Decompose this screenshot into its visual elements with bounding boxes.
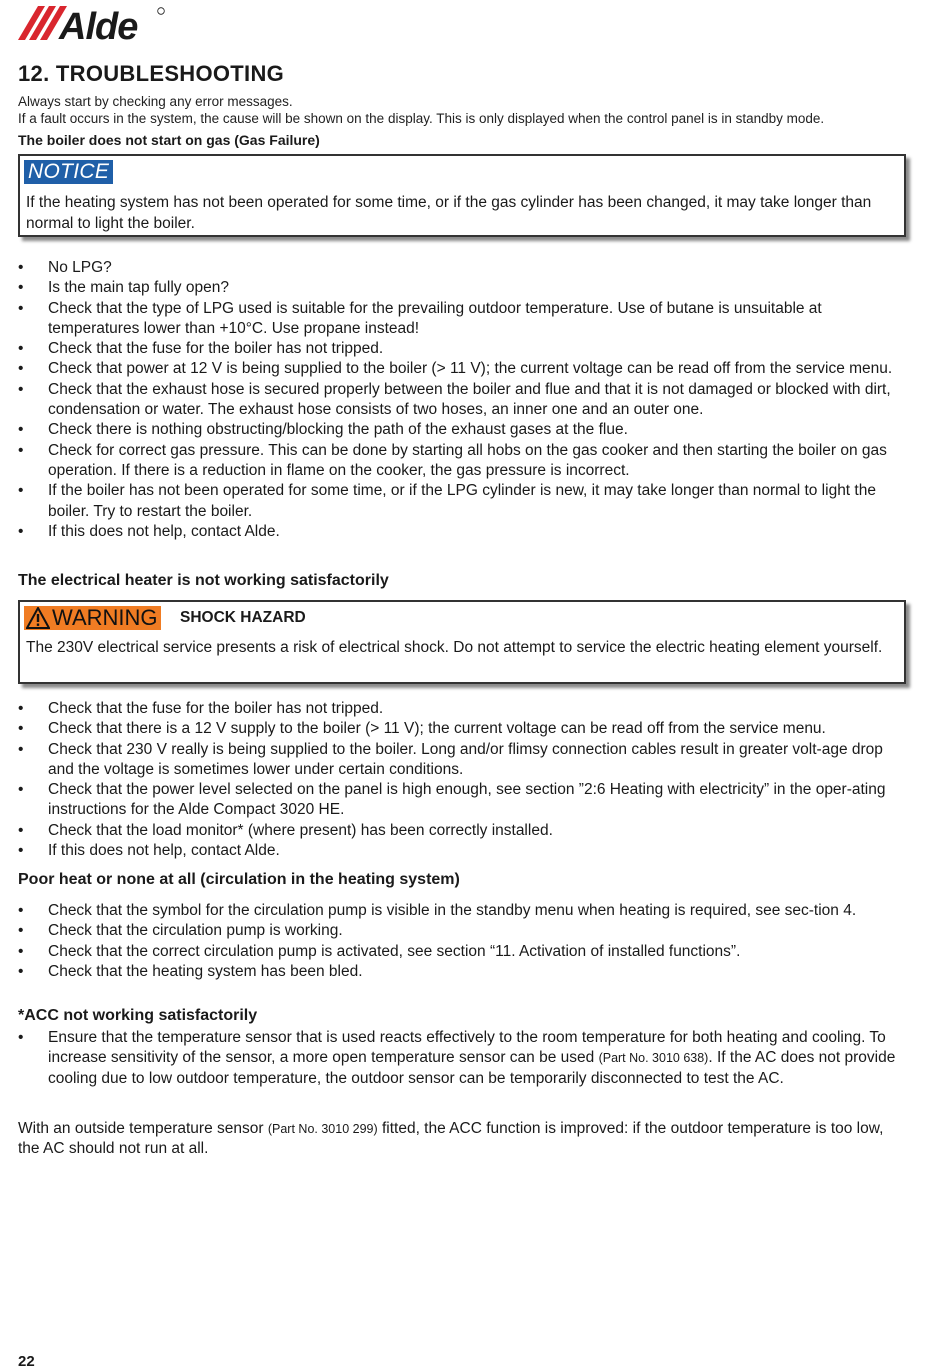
list-item: • Check that the type of LPG used is suitable for the prevailing outdoor temperature. Use of butane is unsuitable at temperatures lower than +10°C. Use propane instead! [18, 299, 906, 340]
list-item: • Check that the circulation pump is working. [18, 921, 906, 941]
list-item: • Check that the fuse for the boiler has not tripped. [18, 339, 906, 359]
acc-paragraph [18, 1119, 906, 1160]
circulation-checklist [18, 901, 906, 982]
acc-para-text-2: fitted, the ACC function is improved: if the outdoor temperature is too low, the AC should not run at all. [18, 1120, 884, 1158]
acc-item-text-2: . If the AC does not provide cooling due to low outdoor temperature, the outdoor sensor can be temporarily disconnected to test the AC. [48, 1049, 896, 1087]
notice-label: NOTICE [24, 160, 113, 184]
warning-box [18, 600, 906, 684]
warning-text: The 230V electrical service presents a risk of electrical shock. Do not attempt to service the electric heating element yourself. [26, 639, 883, 656]
list-item: • Check that the load monitor* (where present) has been correctly installed. [18, 821, 906, 841]
list-item: • Check that power at 12 V is being supplied to the boiler (> 11 V); the current voltage can be read off from the service menu. [18, 359, 906, 379]
list-item: • Check for correct gas pressure. This can be done by starting all hobs on the gas cooker and then starting the boiler on gas operation. If there is a reduction in flame on the cooker, the gas pressure is incorrect. [18, 441, 906, 482]
warning-triangle-icon [26, 607, 50, 629]
list-item: • If this does not help, contact Alde. [18, 841, 906, 861]
list-item: • Check that the heating system has been bled. [18, 962, 906, 982]
list-item: • Check that the correct circulation pump is activated, see section “11. Activation of installed functions”. [18, 942, 906, 962]
part-number-ref: (Part No. 3010 299) [267, 1122, 378, 1136]
acc-para-text-1: With an outside temperature sensor [18, 1120, 268, 1137]
section-intro [18, 93, 824, 127]
warning-label [24, 606, 161, 630]
gas-failure-checklist [18, 258, 906, 542]
alde-logo [18, 4, 168, 44]
list-item: • No LPG? [18, 258, 906, 278]
list-item: • Check that the symbol for the circulation pump is visible in the standby menu when heating is required, see sec-tion 4. [18, 901, 906, 921]
page-number: 22 [18, 1353, 35, 1370]
notice-box [18, 154, 906, 237]
warning-label-text: WARNING [52, 605, 158, 630]
part-number-ref: (Part No. 3010 638) [598, 1051, 709, 1066]
acc-checklist [18, 1028, 906, 1089]
hazard-title: SHOCK HAZARD [180, 609, 306, 626]
list-item: • Check that the exhaust hose is secured properly between the boiler and flue and that it is not damaged or blocked with dirt, condensation or water. The exhaust hose consists of two hoses, an inner one and an outer one. [18, 380, 906, 421]
list-item: • Check there is nothing obstructing/blocking the path of the exhaust gases at the flue. [18, 420, 906, 440]
list-item: • Check that the power level selected on the panel is high enough, see section ”2:6 Heating with electricity” in the oper-ating instructions for the Alde Compact 3020 HE. [18, 780, 906, 821]
electrical-heading: The electrical heater is not working satisfactorily [18, 572, 389, 589]
gas-failure-heading: The boiler does not start on gas (Gas Failure) [18, 132, 320, 148]
list-item [18, 1028, 906, 1089]
list-item: • If the boiler has not been operated for some time, or if the LPG cylinder is new, it may take longer than normal to light the boiler. Try to restart the boiler. [18, 481, 906, 522]
intro-line-1: Always start by checking any error messages. [18, 94, 293, 109]
section-title: 12. TROUBLESHOOTING [18, 61, 285, 86]
acc-item-text-1: Ensure that the temperature sensor that is used reacts effectively to the room temperature for both heating and cooling. To increase sensitivity of the sensor, a more open temperature sensor can be used [48, 1029, 886, 1067]
registered-mark-icon [158, 8, 165, 15]
notice-text: If the heating system has not been operated for some time, or if the gas cylinder has been changed, it may take longer than normal to light the boiler. [26, 194, 872, 232]
logo-wordmark: Alde [59, 6, 138, 44]
list-item: • Check that 230 V really is being supplied to the boiler. Long and/or flimsy connection cables result in greater volt-age drop and the voltage is sometimes lower under certain conditions. [18, 740, 906, 781]
list-item: • If this does not help, contact Alde. [18, 522, 906, 542]
list-item: • Check that the fuse for the boiler has not tripped. [18, 699, 906, 719]
circulation-heading: Poor heat or none at all (circulation in the heating system) [18, 871, 460, 888]
electrical-checklist [18, 699, 906, 861]
acc-heading: *ACC not working satisfactorily [18, 1007, 258, 1024]
list-item: • Is the main tap fully open? [18, 278, 906, 298]
intro-line-2: If a fault occurs in the system, the cause will be shown on the display. This is only displayed when the control panel is in standby mode. [18, 111, 825, 126]
list-item: • Check that there is a 12 V supply to the boiler (> 11 V); the current voltage can be read off from the service menu. [18, 719, 906, 739]
